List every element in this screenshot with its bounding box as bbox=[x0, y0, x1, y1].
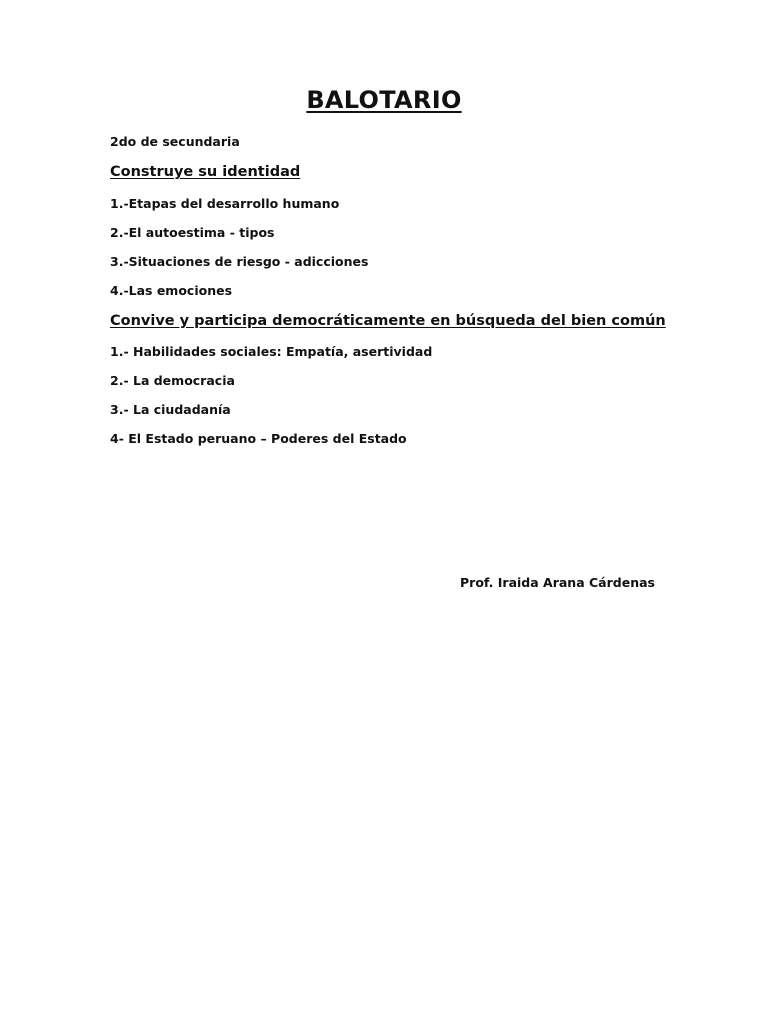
teacher-signature: Prof. Iraida Arana Cárdenas bbox=[460, 575, 655, 590]
list-item: 4.-Las emociones bbox=[110, 283, 233, 298]
list-item: 3.-Situaciones de riesgo - adicciones bbox=[110, 254, 369, 269]
grade-label: 2do de secundaria bbox=[110, 134, 240, 149]
document-title: BALOTARIO bbox=[306, 86, 462, 114]
list-item: 2.- La democracia bbox=[110, 373, 235, 388]
list-item: 4- El Estado peruano – Poderes del Estado bbox=[110, 431, 407, 446]
list-item: 1.-Etapas del desarrollo humano bbox=[110, 196, 340, 211]
list-item: 2.-El autoestima - tipos bbox=[110, 225, 275, 240]
list-item: 1.- Habilidades sociales: Empatía, asertividad bbox=[110, 344, 433, 359]
list-item: 3.- La ciudadanía bbox=[110, 402, 231, 417]
section-heading-identidad: Construye su identidad bbox=[110, 164, 301, 180]
section-heading-convive: Convive y participa democráticamente en búsqueda del bien común bbox=[110, 313, 666, 329]
